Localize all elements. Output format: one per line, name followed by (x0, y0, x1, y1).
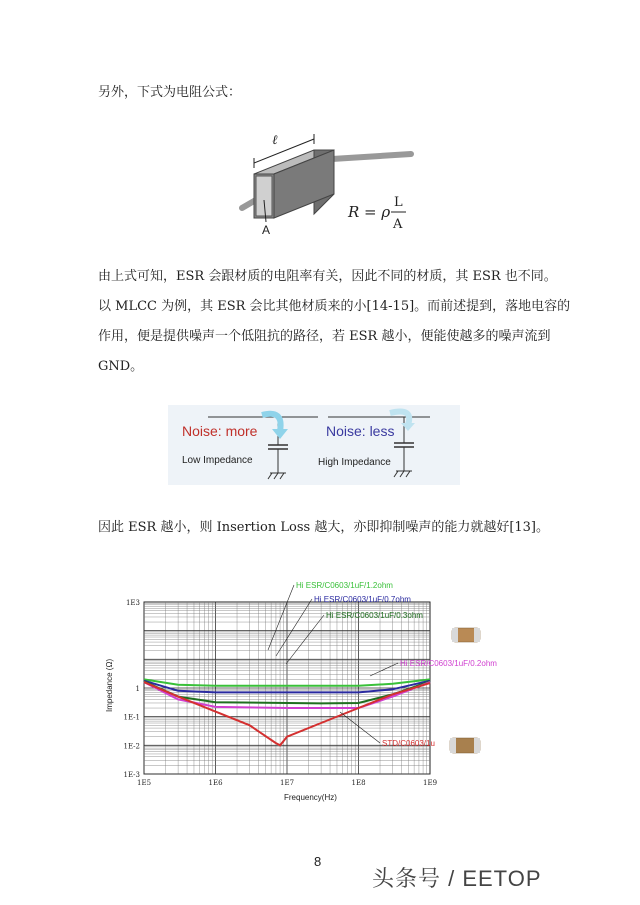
intro-text: 另外，下式为电阻公式： (98, 85, 242, 100)
y-tick-label: 1E-1 (123, 713, 140, 722)
x-tick-label: 1E8 (351, 779, 366, 787)
length-label: ℓ (272, 133, 278, 148)
noise-more-label: Noise: more (182, 423, 258, 439)
resistor-figure (236, 130, 416, 240)
watermark-text: 头条号 / EETOP (372, 866, 542, 891)
x-tick-label: 1E5 (137, 779, 152, 787)
low-impedance-label: Low Impedance (182, 455, 253, 466)
legend-label: Hi ESR/C0603/1uF/0.7ohm (314, 595, 411, 604)
formula-numerator: L (394, 195, 403, 210)
y-tick-label: 1E-2 (123, 742, 140, 751)
x-axis-label: Frequency(Hz) (284, 793, 337, 802)
y-tick-label: 1 (135, 685, 140, 693)
formula-denominator: A (393, 217, 403, 232)
y-tick-label: 1E-3 (123, 771, 140, 779)
x-tick-label: 1E9 (423, 779, 438, 787)
noise-impedance-figure (168, 405, 460, 485)
y-axis-label: Impedance (Ω) (105, 658, 114, 712)
body-line-1: 由上式可知，ESR 会跟材质的电阻率有关，因此不同的材质，其 ESR 也不同。 (98, 269, 557, 284)
x-tick-label: 1E7 (280, 779, 295, 787)
noise-less-label: Noise: less (326, 423, 395, 439)
legend-label: Hi ESR/C0603/1uF/0.3ohm (326, 611, 423, 620)
high-impedance-label: High Impedance (318, 457, 391, 468)
legend-label: Hi ESR/C0603/1uF/0.2ohm (400, 659, 497, 668)
x-tick-label: 1E6 (208, 779, 223, 787)
body-line-3: 作用，便是提供噪声一个低阻抗的路径，若 ESR 越小，便能使越多的噪声流到 (98, 329, 551, 344)
page-number: 8 (314, 854, 322, 869)
mlcc-chip-icon-bottom (450, 738, 480, 753)
impedance-chart (100, 572, 520, 802)
mlcc-chip-icon-top (452, 628, 480, 642)
body-line-2: 以 MLCC 为例，其 ESR 会比其他材质来的小[14-15]。而前述提到，落地电容的 (98, 299, 571, 314)
body-line-4: GND。 (98, 359, 144, 374)
chart-grid (144, 602, 430, 774)
y-tick-label: 1E3 (125, 599, 140, 607)
legend-label: STD/C0603/1u (382, 739, 435, 748)
conclusion-text: 因此 ESR 越小，则 Insertion Loss 越大，亦即抑制噪声的能力就越好[13]。 (98, 520, 550, 535)
formula-lhs: R = ρ (348, 203, 391, 221)
legend-label: Hi ESR/C0603/1uF/1.2ohm (296, 581, 393, 590)
area-label: A (262, 223, 271, 237)
